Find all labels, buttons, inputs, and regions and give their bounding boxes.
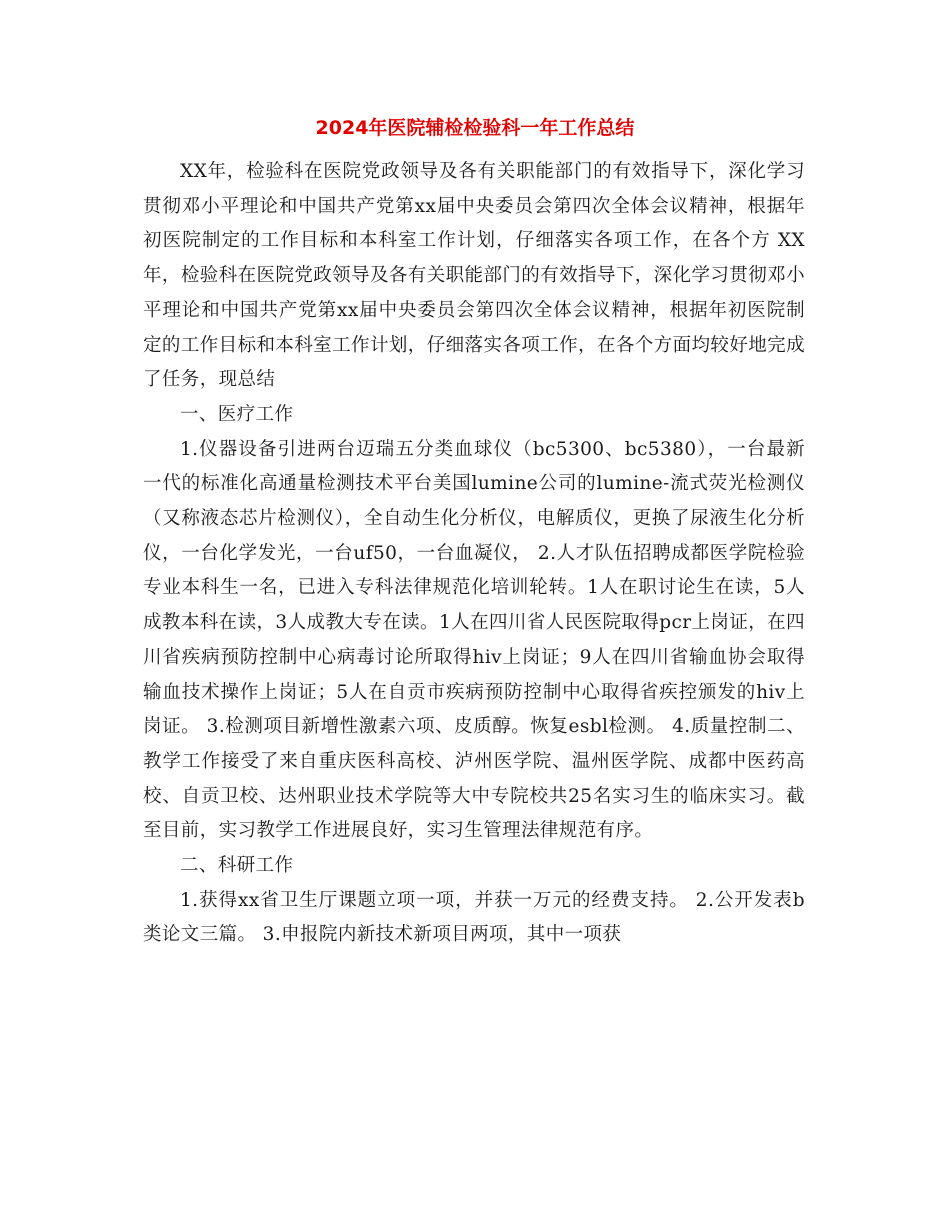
research-work-paragraph: 1.获得xx省卫生厅课题立项一项，并获一万元的经费支持。 2.公开发表b类论文三篇。 3.申报院内新技术新项目两项，其中一项获	[143, 889, 805, 946]
intro-paragraph: XX年，检验科在医院党政领导及各有关职能部门的有效指导下，深化学习贯彻邓小平理论和中国共产党第xx届中央委员会第四次全体会议精神，根据年初医院制定的工作目标和本科室工作计划，仔细落实各项工作，在各个方 XX年，检验科在医院党政领导及各有关职能部门的有效指导下，深化学习贯彻邓小平理论和中国共产党第xx届中央委员会第四次全体会议精神，根据年初医院制定的工作目标和本科室工作计划，仔细落实各项工作，在各个方面均较好地完成了任务，现总结	[143, 161, 805, 391]
section-heading-research: 二、科研工作	[180, 855, 294, 877]
document-title: 2024年医院辅检检验科一年工作总结	[315, 117, 635, 139]
section-heading-medical: 一、医疗工作	[180, 403, 294, 425]
document-body	[143, 155, 805, 953]
medical-work-paragraph: 1.仪器设备引进两台迈瑞五分类血球仪（bc5300、bc5380），一台最新一代的标准化高通量检测技术平台美国lumine公司的lumine-流式荧光检测仪（又称液态芯片检测仪），全自动生化分析仪，电解质仪，更换了尿液生化分析仪，一台化学发光，一台uf50，一台血凝仪， 2.人才队伍招聘成都医学院检验专业本科生一名，已进入专科法律规范化培训轮转。1人在职讨论生在读，5人成教本科在读，3人成教大专在读。1人在四川省人民医院取得pcr上岗证，在四川省疾病预防控制中心病毒讨论所取得hiv上岗证；9人在四川省输血协会取得输血技术操作上岗证；5人在自贡市疾病预防控制中心取得省疾控颁发的hiv上岗证。 3.检测项目新增性激素六项、皮质醇。恢复esbl检测。 4.质量控制二、教学工作接受了来自重庆医科高校、泸州医学院、温州医学院、成都中医药高校、自贡卫校、达州职业技术学院等大中专院校共25名实习生的临床实习。截至目前，实习教学工作进展良好，实习生管理法律规范有序。	[143, 438, 805, 842]
